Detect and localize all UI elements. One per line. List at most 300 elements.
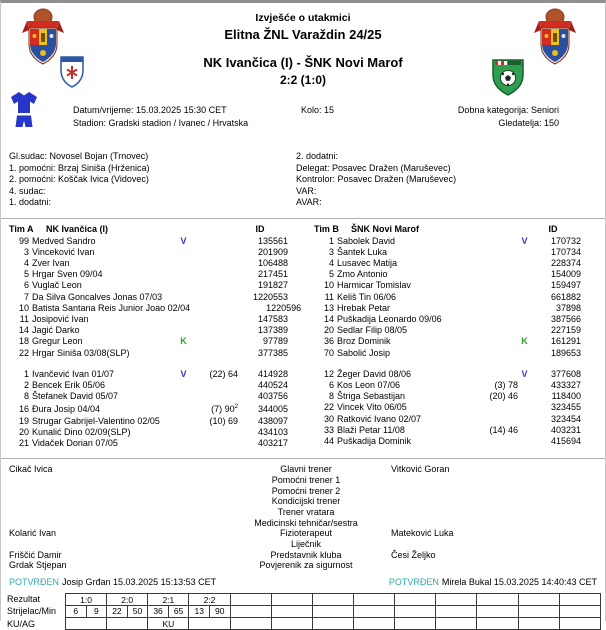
player-row (9, 427, 288, 438)
player-number: 6 (23, 280, 29, 291)
player-number: 22 (18, 347, 29, 358)
result-row-label: Strijelac/Min (7, 606, 57, 617)
player-id: 434103 (257, 426, 288, 437)
player-id: 170732 (550, 235, 581, 246)
age-category: Dobna kategorija: Seniori (457, 105, 559, 115)
player-id: 440524 (257, 379, 288, 390)
staff-name-team-b (381, 560, 605, 571)
attendance: Gledatelja: 150 (498, 118, 559, 128)
player-id: 161291 (550, 336, 581, 347)
player-id: 106488 (257, 257, 288, 268)
player-id: 433327 (550, 379, 581, 390)
player-row (9, 336, 288, 347)
match-round: Kolo: 15 (301, 105, 335, 115)
away-club-crest-icon (491, 56, 525, 98)
player-id: 147583 (257, 313, 288, 324)
staff-name-team-b (381, 475, 605, 486)
player-number: 5 (328, 269, 334, 280)
confirmation-row (1, 577, 605, 587)
staff-row (1, 475, 605, 486)
player-name: Vidaček Dorian 07/05 (32, 437, 118, 448)
player-name: Zmo Antonio (337, 269, 388, 280)
player-number: 10 (323, 280, 334, 291)
player-id: 403756 (257, 391, 288, 402)
player-name: Zver Ivan (32, 257, 70, 268)
scorer-minute-split (66, 606, 106, 617)
player-role-badge: K (180, 336, 187, 347)
player-row (314, 292, 581, 303)
partial-score-cell (312, 594, 353, 606)
player-number: 14 (323, 313, 334, 324)
player-number: 12 (323, 368, 334, 379)
staff-role-label: Predstavnik kluba (270, 549, 342, 560)
player-row (314, 314, 581, 325)
staff-name-team-b: Česi Željko (391, 549, 436, 560)
staff-name-team-a (1, 518, 231, 529)
competition-title: Elitna ŽNL Varaždin 24/25 (224, 27, 382, 42)
staff-role-label: Pomoćni trener 2 (271, 485, 341, 496)
home-kit-icon (10, 91, 38, 133)
player-name: Vuglač Leon (32, 280, 82, 291)
player-row (314, 269, 581, 280)
player-id: 37898 (555, 302, 581, 313)
staff-role-label: Liječnik (290, 539, 321, 550)
ku-ag-cell (189, 618, 230, 630)
player-number: 7 (23, 291, 29, 302)
substitution-info: (20) 46 (489, 391, 518, 402)
player-id: 387566 (550, 313, 581, 324)
player-row (9, 402, 288, 415)
ku-ag-cell (107, 618, 148, 630)
player-row (314, 258, 581, 269)
team-name: NK Ivančica (I) (46, 223, 109, 234)
scorer-minute-split (560, 606, 600, 617)
player-name: Kos Leon 07/06 (337, 379, 401, 390)
player-row (314, 369, 581, 380)
scorer-minute-cell (271, 606, 312, 618)
partial-score-cell (477, 594, 518, 606)
official-line: 1. pomoćni: Brzaj Siniša (Hrženica) (9, 162, 150, 173)
player-row (9, 314, 288, 325)
id-column-header: ID (548, 223, 558, 234)
confirmed-status: POTVRĐEN (9, 577, 60, 588)
staff-name-team-b (381, 539, 605, 550)
player-row (314, 336, 581, 347)
player-number: 11 (19, 313, 29, 324)
official-line: VAR: (296, 185, 317, 196)
scorer-minute-split (231, 606, 271, 617)
team-header (9, 223, 288, 236)
player-name: Ratković Ivano 02/07 (337, 413, 422, 424)
player-id: 154009 (550, 269, 581, 280)
player-row (9, 292, 288, 303)
player-name: Batista Santana Reis Junior Joao 02/04 (32, 302, 191, 313)
staff-row (1, 486, 605, 497)
player-name: Hrgar Sven 09/04 (32, 269, 103, 280)
player-id: 118400 (551, 391, 581, 402)
player-role-badge: V (521, 235, 528, 246)
scorer-minute-row (66, 606, 601, 618)
partial-score-cell (395, 594, 436, 606)
player-name: Harmicar Tomislav (337, 280, 411, 291)
player-role-badge: V (180, 368, 187, 379)
player-id: 344005 (257, 404, 288, 415)
player-number: 8 (328, 391, 334, 402)
team-name: ŠNK Novi Marof (351, 223, 420, 234)
confirmation-left (9, 577, 216, 587)
player-name: Jagić Darko (32, 325, 80, 336)
player-id: 414928 (257, 368, 288, 379)
player-row (314, 425, 581, 436)
official-line: Gl.sudac: Novosel Bojan (Trnovec) (9, 151, 149, 161)
scorer-number: 36 (153, 606, 163, 617)
player-name: Sabolić Josip (337, 347, 391, 358)
scorer-minute-split (107, 606, 147, 617)
player-number: 33 (323, 424, 334, 435)
added-time-sup: 2 (234, 404, 238, 411)
player-name: Da Silva Goncalves Jonas 07/03 (32, 291, 163, 302)
officials-right (296, 151, 605, 209)
result-row-label: Rezultat (7, 594, 41, 605)
player-name: Štefanek David 05/07 (32, 391, 119, 402)
player-number: 20 (323, 325, 334, 336)
partial-score-cell: 2:0 (107, 594, 148, 606)
staff-role-label: Kondicijski trener (271, 496, 341, 507)
player-id: 415694 (550, 435, 581, 446)
player-name: Gregur Leon (32, 336, 83, 347)
player-id: 1220596 (266, 302, 302, 313)
player-name: Žeger David 08/06 (337, 368, 412, 379)
ku-ag-cell (477, 618, 518, 630)
match-datetime: Datum/vrijeme: 15.03.2025 15:30 CET (73, 105, 227, 115)
player-name: Josipović Ivan (32, 313, 89, 324)
player-id: 159497 (550, 280, 581, 291)
staff-name-team-b: Vitković Goran (391, 464, 450, 475)
player-name: Vincek Vito 06/05 (337, 402, 407, 413)
staff-name-team-a (1, 486, 231, 497)
ku-ag-cell (66, 618, 107, 630)
staff-name-team-a: Kolarić Ivan (9, 528, 57, 539)
player-number: 19 (18, 415, 29, 426)
result-score-row (66, 594, 601, 606)
scorer-minute-cell (230, 606, 271, 618)
scorer-minute-split (189, 606, 229, 617)
player-id: 97789 (262, 336, 288, 347)
official-line: Kontrolor: Posavec Dražen (Maruševec) (296, 174, 457, 184)
staff-role-label: Pomoćni trener 1 (271, 474, 341, 485)
result-row-label: KU/AG (7, 619, 36, 630)
player-row (314, 247, 581, 258)
player-number: 1 (328, 235, 334, 246)
staff-name-team-b (381, 507, 605, 518)
player-row (314, 348, 581, 359)
match-title: NK Ivančica (I) - ŠNK Novi Marof (203, 55, 403, 70)
starters-subs-gap (9, 359, 288, 369)
player-number: 20 (18, 426, 29, 437)
player-row (9, 325, 288, 336)
staff-name-team-a (1, 475, 231, 486)
match-stadium: Stadion: Gradski stadion / Ivanec / Hrvatska (73, 118, 249, 128)
player-number: 2 (23, 379, 29, 390)
confirmed-status: POTVRĐEN (388, 577, 439, 588)
scorer-number: 6 (73, 606, 79, 617)
scorer-minute-cell (353, 606, 394, 618)
official-line: 4. sudac: (9, 185, 46, 196)
player-name: Puškadija Leonardo 09/06 (337, 313, 442, 324)
partial-score-cell (353, 594, 394, 606)
staff-row (1, 496, 605, 507)
player-row (9, 302, 302, 314)
player-row (9, 247, 288, 258)
player-role-badge: K (521, 336, 528, 347)
player-name: Blaži Petar 11/08 (337, 424, 405, 435)
scorer-minute-split (313, 606, 353, 617)
player-number: 16 (18, 404, 29, 415)
official-line: 1. dodatni: (9, 197, 52, 207)
staff-name-team-b: Mateković Luka (391, 528, 454, 539)
home-club-crest-icon (58, 53, 86, 91)
player-id: 135561 (257, 235, 288, 246)
player-row (9, 269, 288, 280)
player-row (314, 325, 581, 336)
team-label: Tim B (314, 223, 339, 234)
player-id: 403217 (257, 437, 288, 448)
staff-role-label: Trener vratara (277, 506, 335, 517)
player-name: Lusavec Matija (337, 257, 398, 268)
player-id: 438097 (257, 415, 288, 426)
player-number: 5 (23, 269, 29, 280)
result-table (65, 593, 601, 630)
goal-minute: 9 (86, 606, 107, 617)
player-role-badge: V (521, 368, 528, 379)
staff-row (1, 560, 605, 571)
player-number: 99 (18, 235, 29, 246)
officials-left (9, 151, 296, 209)
substitution-info: (14) 46 (489, 424, 518, 435)
player-number: 8 (23, 391, 29, 402)
staff-name-team-b (381, 496, 605, 507)
player-row (9, 391, 288, 402)
player-name: Sabolek David (337, 235, 396, 246)
player-name: Hrebak Petar (337, 302, 391, 313)
staff-name-team-a (1, 496, 231, 507)
ku-ag-cell (436, 618, 477, 630)
player-role-badge: V (180, 235, 187, 246)
staff-name-team-b (381, 486, 605, 497)
team-label: Tim A (9, 223, 34, 234)
team-a-roster (1, 223, 304, 450)
roster-section (1, 223, 605, 450)
player-id: 137389 (257, 325, 288, 336)
ku-ag-cell (271, 618, 312, 630)
player-id: 191827 (257, 280, 288, 291)
player-name: Strugar Gabrijel-Valentino 02/05 (32, 415, 160, 426)
staff-role-label: Medicinski tehničar/sestra (254, 517, 358, 528)
player-number: 70 (323, 347, 334, 358)
partial-score-cell: 1:0 (66, 594, 107, 606)
match-info-right (393, 104, 605, 130)
partial-score-cell (436, 594, 477, 606)
official-line: Delegat: Posavec Dražen (Maruševec) (296, 162, 451, 173)
scorer-minute-cell (477, 606, 518, 618)
official-line: 2. pomoćni: Koščak Ivica (Vidovec) (9, 174, 149, 184)
partial-score-cell (271, 594, 312, 606)
staff-name-team-a: Friščić Damir (9, 549, 62, 560)
player-id: 201909 (257, 246, 288, 257)
staff-role-label: Glavni trener (280, 464, 332, 475)
staff-row (1, 528, 605, 539)
player-id: 323454 (550, 413, 581, 424)
player-row (314, 414, 581, 425)
scorer-number: 13 (194, 606, 204, 617)
player-row (9, 348, 288, 359)
player-id: 661882 (550, 291, 581, 302)
substitution-info: (7) $90^2$ (211, 404, 238, 415)
team-header (314, 223, 581, 236)
player-row (314, 380, 581, 391)
starters-subs-gap (314, 359, 581, 369)
scorer-minute-cell (559, 606, 600, 618)
player-number: 14 (18, 325, 29, 336)
player-row (9, 369, 288, 380)
goal-minute: 50 (127, 606, 148, 617)
substitution-info: (22) 64 (209, 368, 238, 379)
ku-ag-cell (353, 618, 394, 630)
player-row (9, 258, 288, 269)
result-table-section (1, 593, 605, 630)
scorer-minute-cell (395, 606, 436, 618)
player-number: 6 (328, 379, 334, 390)
section-divider (1, 458, 605, 459)
player-number: 22 (323, 402, 334, 413)
goal-minute: 65 (168, 606, 189, 617)
player-name: Bencek Erik 05/06 (32, 379, 106, 390)
staff-section (1, 464, 605, 571)
player-name: Keliš Tin 06/06 (337, 291, 397, 302)
player-row (9, 380, 288, 391)
scorer-number: 22 (112, 606, 122, 617)
scorer-minute-cell (189, 606, 230, 618)
staff-row (1, 539, 605, 550)
player-number: 3 (23, 246, 29, 257)
scorer-minute-split (272, 606, 312, 617)
scorer-minute-split (354, 606, 394, 617)
ku-ag-cell: KU (148, 618, 189, 630)
scorer-minute-cell (107, 606, 148, 618)
report-header (1, 3, 605, 97)
official-line: 2. dodatni: (296, 151, 339, 161)
player-number: 30 (323, 413, 334, 424)
player-number: 18 (18, 336, 29, 347)
staff-row (1, 464, 605, 475)
ku-ag-cell (518, 618, 559, 630)
staff-row (1, 507, 605, 518)
player-name: Puškadija Dominik (337, 435, 412, 446)
scorer-minute-cell (518, 606, 559, 618)
match-info-left (73, 104, 301, 130)
scorer-minute-split (395, 606, 435, 617)
staff-name-team-a: Cikač Ivica (9, 464, 53, 475)
goal-minute: 90 (209, 606, 230, 617)
substitution-info: (10) 69 (209, 415, 238, 426)
officials-section (1, 151, 605, 209)
player-number: 1 (23, 368, 29, 379)
player-row (9, 438, 288, 449)
player-name: Šantek Luka (337, 246, 388, 257)
staff-role-label: Povjerenik za sigurnost (259, 560, 353, 571)
player-row (9, 236, 288, 247)
scorer-minute-split (477, 606, 517, 617)
scorer-minute-cell (312, 606, 353, 618)
id-column-header: ID (255, 223, 265, 234)
scorer-minute-cell (436, 606, 477, 618)
player-name: Hrgar Siniša 03/08(SLP) (32, 347, 130, 358)
player-number: 4 (328, 257, 334, 268)
player-name: Štriga Sebastijan (337, 391, 406, 402)
team-b-roster (304, 223, 605, 450)
player-id: 403231 (550, 424, 581, 435)
partial-score-cell: 2:2 (189, 594, 230, 606)
partial-score-cell (230, 594, 271, 606)
partial-score-cell (518, 594, 559, 606)
partial-score-cell: 2:1 (148, 594, 189, 606)
player-row (314, 391, 581, 402)
player-name: Đura Josip 04/04 (32, 404, 101, 415)
scorer-minute-split (436, 606, 476, 617)
substitution-info: (3) 78 (494, 379, 518, 390)
player-row (9, 280, 288, 291)
player-id: 377385 (257, 347, 288, 358)
staff-name-team-b (381, 518, 605, 529)
staff-name-team-a: Grdak Stjepan (9, 560, 67, 571)
scorer-minute-cell (148, 606, 189, 618)
staff-row (1, 550, 605, 561)
player-name: Vinceković Ivan (32, 246, 95, 257)
staff-name-team-a (1, 507, 231, 518)
player-number: 44 (323, 435, 334, 446)
ku-ag-cell (312, 618, 353, 630)
player-id: 1220553 (252, 291, 288, 302)
ku-ag-cell (395, 618, 436, 630)
match-score: 2:2 (1:0) (279, 73, 326, 87)
player-id: 227159 (550, 325, 581, 336)
official-line: AVAR: (296, 197, 322, 207)
player-row (314, 402, 581, 413)
scorer-minute-split (148, 606, 188, 617)
ku-ag-cell (559, 618, 600, 630)
ku-ag-cell (230, 618, 271, 630)
staff-name-team-a (1, 539, 231, 550)
report-title: Izvješće o utakmici (255, 12, 351, 24)
player-number: 4 (23, 257, 29, 268)
match-info (1, 104, 605, 130)
player-name: Kunalić Dino 02/09(SLP) (32, 426, 131, 437)
scorer-minute-cell (66, 606, 107, 618)
section-divider (1, 218, 605, 219)
scorer-minute-split (519, 606, 559, 617)
player-name: Medved Sandro (32, 235, 96, 246)
player-row (314, 280, 581, 291)
player-row (9, 416, 288, 427)
player-number: 10 (18, 302, 29, 313)
player-number: 11 (324, 291, 334, 302)
player-number: 3 (328, 246, 334, 257)
player-number: 13 (323, 302, 334, 313)
confirmed-by: Josip Grđan 15.03.2025 15:13:53 CET (62, 577, 217, 588)
player-number: 36 (323, 336, 334, 347)
player-name: Broz Dominik (337, 336, 391, 347)
confirmation-right (389, 577, 597, 587)
